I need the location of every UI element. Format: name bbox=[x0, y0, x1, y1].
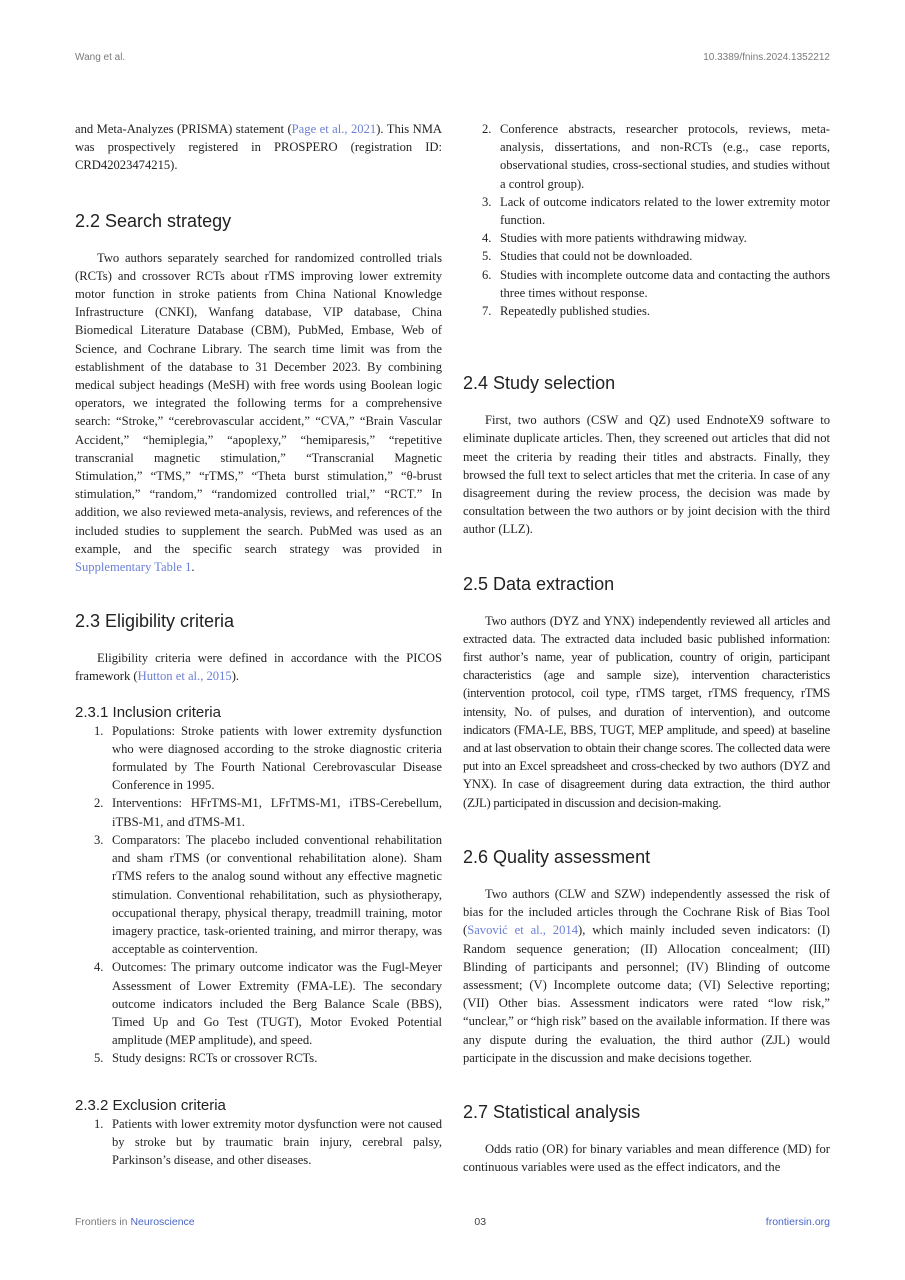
list-item: 1. Patients with lower extremity motor dysfunction were not caused by stroke but by traumatic brain injury, cerebral palsy, Parkinson’s disease, and other diseases. bbox=[94, 1116, 442, 1167]
exclusion-list-right bbox=[463, 120, 830, 320]
supplementary-table-link[interactable]: Supplementary Table 1 bbox=[75, 560, 192, 575]
right-column bbox=[463, 120, 830, 1176]
intro-paragraph: and Meta-Analyzes (PRISMA) statement (Page et al., 2021). This NMA was prospectively registered in PROSPERO (registration ID: CRD42023474215). bbox=[75, 122, 442, 173]
page-number: 03 bbox=[474, 1216, 487, 1228]
header-doi: 10.3389/fnins.2024.1352212 bbox=[703, 52, 830, 63]
ref-page-2021[interactable]: Page et al., 2021 bbox=[291, 122, 377, 136]
list-item: 6. Studies with incomplete outcome data and contacting the authors three times without response. bbox=[482, 267, 830, 300]
list-item: 1. Populations: Stroke patients with lower extremity dysfunction who were diagnosed according to the stroke diagnostic criteria formulated by The Fourth National Cerebrovascular Disease Conference in 1995. bbox=[94, 723, 442, 793]
header-authors: Wang et al. bbox=[75, 52, 126, 63]
footer-site-link[interactable]: frontiersin.org bbox=[765, 1216, 830, 1228]
section-eligibility-title: 2.3 Eligibility criteria bbox=[75, 611, 235, 632]
list-item: 3. Comparators: The placebo included conventional rehabilitation and sham rTMS (or conventional rehabilitation alone). Sham rTMS refers to the analog sound without any effective magnetic stimulation. Conventional rehabilitation, such as physiotherapy, occupational therapy, physical therapy, treadmill training, motor imagery practice, task-oriented training, and mirror therapy, was acceptable as cointervention. bbox=[94, 832, 442, 957]
page-footer bbox=[75, 1216, 830, 1228]
exclusion-criteria-title: 2.3.2 Exclusion criteria bbox=[75, 1096, 226, 1114]
quality-assessment-paragraph: Two authors (CLW and SZW) independently assessed the risk of bias for the included articles through the Cochrane Risk of Bias Tool (Savović et al., 2014), which mainly included seven indicators: (I) Random sequence generation; (II) Allocation concealment; (III) Blinding of participants and personnel; (IV) Blinding of outcome assessment; (V) Incomplete outcome data; (VI) Selective reporting; (VII) Other bias. Assessment indicators were rated “low risk,” “unclear,” or “high risk” based on the available information. If there was any dispute during the evaluation, the third author (ZJL) would participate in the discussion and make decisions together. bbox=[463, 886, 830, 1065]
exclusion-list-left bbox=[75, 1115, 442, 1170]
list-item: 2. Conference abstracts, researcher protocols, reviews, meta-analysis, dissertations, and non-RCTs (e.g., case reports, observational studies, cross-sectional studies, and studies without a control group). bbox=[482, 122, 830, 191]
left-column bbox=[75, 120, 442, 1169]
list-item: 5. Studies that could not be downloaded. bbox=[482, 249, 693, 264]
inclusion-list bbox=[75, 722, 442, 1068]
list-item: 4. Studies with more patients withdrawing midway. bbox=[482, 231, 747, 246]
section-search-strategy-title: 2.2 Search strategy bbox=[75, 210, 232, 231]
list-item: 7. Repeatedly published studies. bbox=[482, 304, 651, 319]
eligibility-paragraph: Eligibility criteria were defined in accordance with the PICOS framework (Hutton et al., 2015). bbox=[75, 651, 442, 684]
data-extraction-paragraph: Two authors (DYZ and YNX) independently reviewed all articles and extracted data. The extracted data included basic published information: first author’s name, year of publication, country of origin, participant characteristics (age and sample size), intervention characteristics (intervention protocol, coil type, rTMS target, rTMS frequency, rTMS intensity, No. of pulses, and duration of intervention), and outcome indicators (FMA-LE, BBS, TUGT, MEP amplitude, and speed) at baseline and at last observation to obtain their change scores. The collected data were put into an Excel spreadsheet and cross-checked by two authors (DYZ and YNX). In case of disagreement during data extraction, the third author (ZJL) participated in discussion and decision-making. bbox=[463, 613, 830, 810]
list-item: 2. Interventions: HFrTMS-M1, LFrTMS-M1, iTBS-Cerebellum, iTBS-M1, and dTMS-M1. bbox=[94, 796, 442, 829]
statistical-analysis-paragraph: Odds ratio (OR) for binary variables and mean difference (MD) for continuous variables were used as the effect indicators, and the bbox=[463, 1141, 830, 1175]
list-item: 4. Outcomes: The primary outcome indicator was the Fugl-Meyer Assessment of Lower Extremity (FMA-LE). The secondary outcome indicators included the Berg Balance Scale (BBS), Timed Up and Go Test (TUGT), Motor Evoked Potential amplitude (MEP amplitude), and speed. bbox=[94, 960, 442, 1048]
footer-journal: Frontiers in Neuroscience bbox=[75, 1216, 195, 1228]
study-selection-paragraph: First, two authors (CSW and QZ) used EndnoteX9 software to eliminate duplicate articles. Then, they screened out articles that did not meet the criteria by reading their titles and abstracts. Finally, they browsed the full text to select articles that met the criteria. In case of any disagreement during the review process, the decision was made by consultation between the two authors or by joint decision with the third author (LLZ). bbox=[463, 413, 830, 537]
inclusion-criteria-title: 2.3.1 Inclusion criteria bbox=[75, 703, 221, 721]
search-strategy-paragraph: Two authors separately searched for randomized controlled trials (RCTs) and crossover RCTs about rTMS improving lower extremity motor function in stroke patients from China National Knowledge Infrastructure (CNKI), Wanfang database, VIP database, China Biomedical Literature Database (CBM), PubMed, Embase, Web of Science, and Cochrane Library. The search time limit was from the establishment of the database to 31 December 2023. By combining medical subject headings (MeSH) with free words using Boolean logic operators, we integrated the following terms for a comprehensive search: “Stroke,” “cerebrovascular accident,” “CVA,” “Brain Vascular Accident,” “hemiplegia,” “apoplexy,” “hemiparesis,” “repetitive transcranial magnetic stimulation,” “Transcranial Magnetic Stimulation,” “TMS,” “rTMS,” “Theta burst stimulation,” “θ-brust stimulation,” “random,” “randomized controlled trial,” “RCT.” In addition, we also reviewed meta-analysis, reviews, and references of the included studies to supplement the search. PubMed was used as an example, and the specific search strategy was provided in Supplementary Table 1. bbox=[75, 250, 442, 575]
section-study-selection-title: 2.4 Study selection bbox=[463, 373, 616, 394]
footer-journal-name: Neuroscience bbox=[130, 1216, 195, 1228]
ref-hutton-2015[interactable]: Hutton et al., 2015 bbox=[137, 669, 232, 684]
page-header bbox=[75, 52, 830, 63]
list-item: 3. Lack of outcome indicators related to the lower extremity motor function. bbox=[482, 194, 830, 228]
list-item: 5. Study designs: RCTs or crossover RCTs. bbox=[94, 1051, 318, 1066]
section-data-extraction-title: 2.5 Data extraction bbox=[463, 573, 615, 594]
ref-savovic-2014[interactable]: Savović et al., 2014 bbox=[467, 923, 578, 938]
section-statistical-analysis-title: 2.7 Statistical analysis bbox=[463, 1101, 641, 1122]
section-quality-assessment-title: 2.6 Quality assessment bbox=[463, 846, 651, 867]
